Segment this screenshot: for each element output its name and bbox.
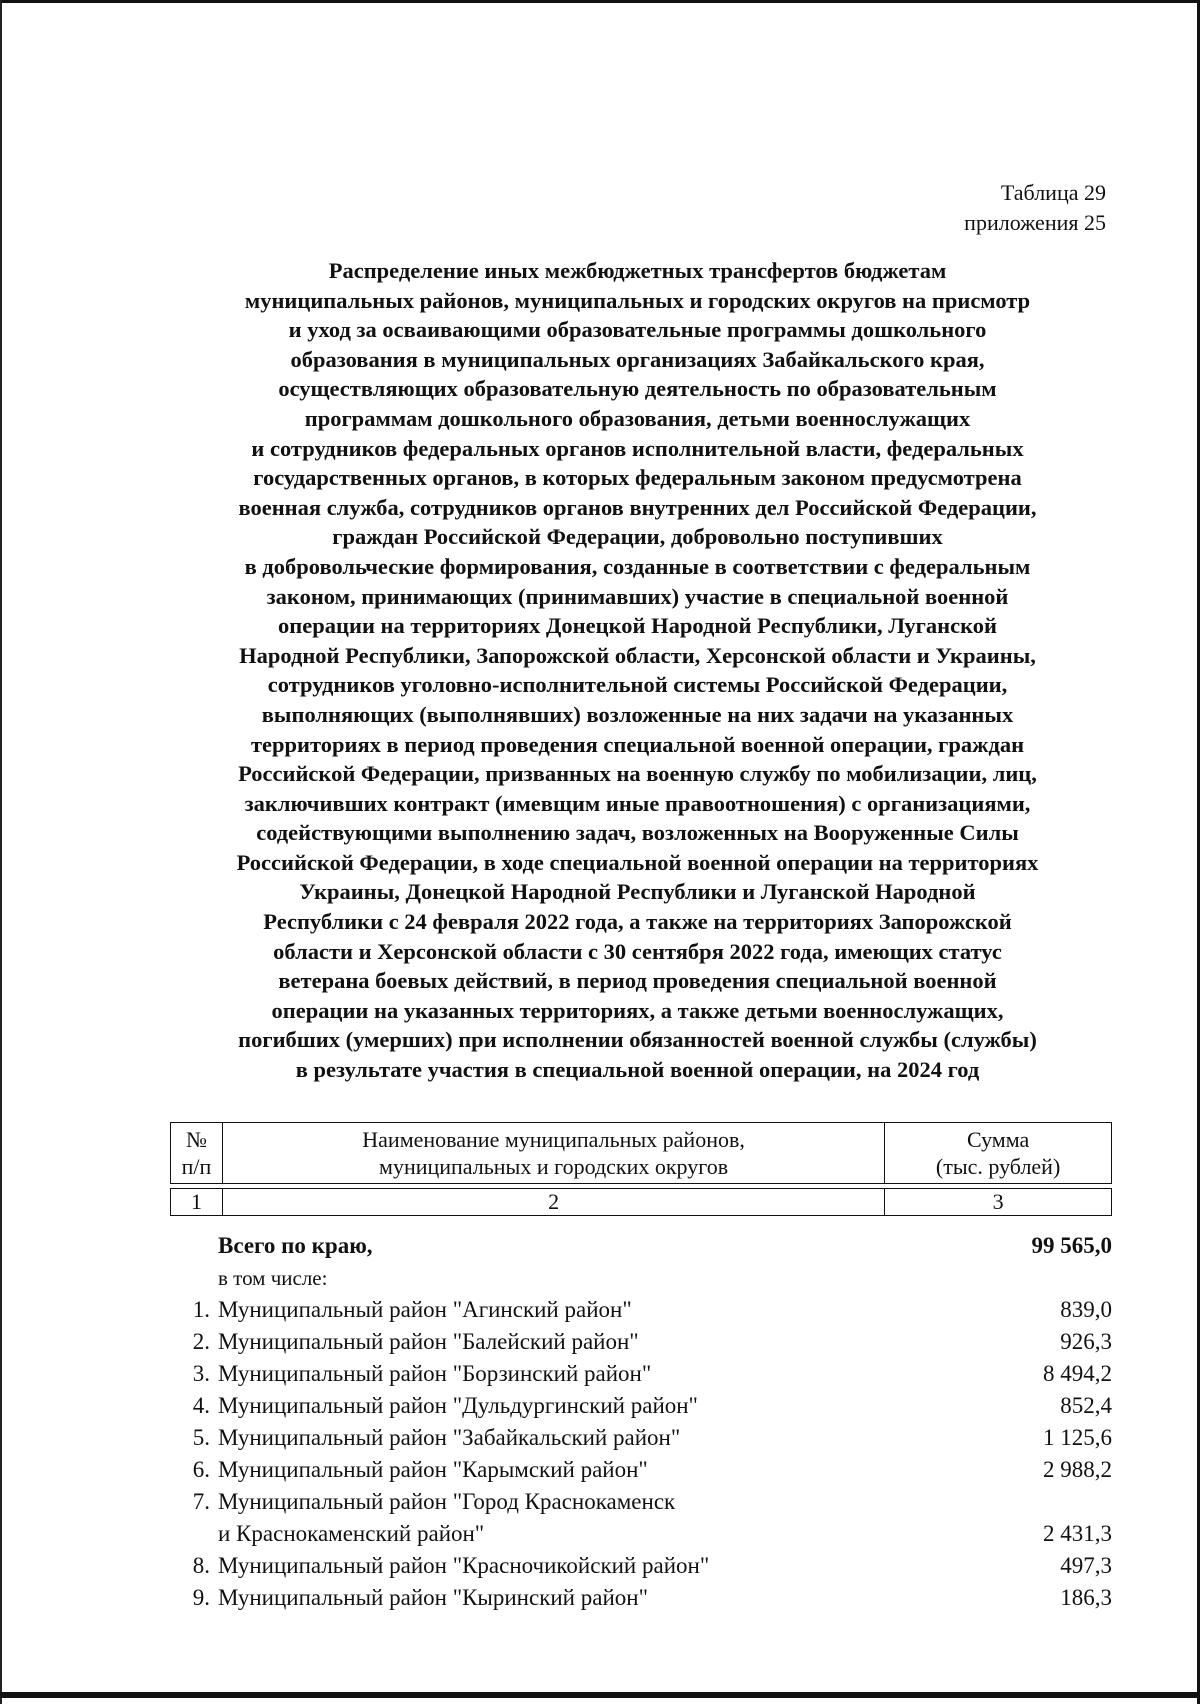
header-cell-number bbox=[171, 1123, 223, 1184]
title-line: территориях в период проведения специальной военной операции, граждан bbox=[250, 731, 1025, 757]
row-sum: 2 431,3 bbox=[1043, 1521, 1112, 1546]
table-body bbox=[170, 1230, 1112, 1614]
title-line: операции на территориях Донецкой Народной Республики, Луганской bbox=[278, 613, 997, 639]
row-sum: 497,3 bbox=[1060, 1553, 1112, 1578]
title-line: ветерана боевых действий, в период проведения специальной военной bbox=[278, 968, 997, 994]
column-number-2: 2 bbox=[222, 1189, 884, 1216]
title-line: Украины, Донецкой Народной Республики и Луганской Народной bbox=[299, 879, 976, 905]
row-sum: 2 988,2 bbox=[1043, 1457, 1112, 1482]
table-row bbox=[170, 1422, 1112, 1454]
scan-border-bottom bbox=[0, 1692, 1200, 1698]
title-line: Республики с 24 февраля 2022 года, а также на территориях Запорожской bbox=[263, 909, 1012, 935]
row-sum: 926,3 bbox=[1060, 1329, 1112, 1354]
row-name: Муниципальный район "Дульдургинский район" bbox=[218, 1393, 698, 1418]
title-line: образования в муниципальных организациях Забайкальского края, bbox=[290, 346, 985, 372]
table-row bbox=[170, 1358, 1112, 1390]
title-line: Распределение иных межбюджетных трансфертов бюджетам bbox=[328, 258, 947, 283]
row-number: 3. bbox=[192, 1361, 210, 1386]
total-row bbox=[170, 1230, 1112, 1262]
title-line: и сотрудников федеральных органов исполнительной власти, федеральных bbox=[251, 435, 1024, 461]
including-row bbox=[170, 1262, 1112, 1294]
row-number: 8. bbox=[192, 1553, 210, 1578]
title-line: сотрудников уголовно-исполнительной системы Российской Федерации, bbox=[267, 672, 1008, 698]
row-number: 2. bbox=[192, 1329, 210, 1354]
scan-border-top bbox=[0, 0, 1200, 3]
title-line: в результате участия в специальной военной операции, на 2024 год bbox=[295, 1057, 980, 1083]
row-name: Муниципальный район "Борзинский район" bbox=[218, 1361, 652, 1386]
row-name: Муниципальный район "Агинский район" bbox=[218, 1297, 632, 1322]
title-line: программам дошкольного образования, детьми военнослужащих bbox=[304, 405, 971, 431]
column-number-3: 3 bbox=[885, 1189, 1112, 1216]
row-number: 4. bbox=[192, 1393, 210, 1418]
row-name: Муниципальный район "Карымский район" bbox=[218, 1457, 648, 1482]
row-number: 7. bbox=[192, 1489, 210, 1514]
title-line: осуществляющих образовательную деятельность по образовательным bbox=[278, 376, 997, 402]
table-row bbox=[170, 1582, 1112, 1614]
row-sum: 1 125,6 bbox=[1043, 1425, 1112, 1450]
table-row bbox=[170, 1486, 1112, 1550]
column-number-row bbox=[171, 1189, 1112, 1216]
title-line: в добровольческие формирования, созданные в соответствии с федеральным bbox=[244, 553, 1031, 579]
row-number: 9. bbox=[192, 1585, 210, 1610]
header-row bbox=[171, 1123, 1112, 1184]
document-title bbox=[160, 256, 1115, 1085]
title-line: и уход за осваивающими образовательные программы дошкольного bbox=[288, 317, 987, 343]
header-number-line2: п/п bbox=[181, 1154, 212, 1179]
table-row bbox=[170, 1454, 1112, 1486]
row-name: Муниципальный район "Красночикойский район" bbox=[218, 1553, 710, 1578]
scan-border-left bbox=[0, 0, 2, 1704]
title-line: погибших (умерших) при исполнении обязанностей военной службы (службы) bbox=[238, 1027, 1037, 1053]
column-number-1: 1 bbox=[171, 1189, 223, 1216]
header-cell-name bbox=[222, 1123, 884, 1184]
row-name: Муниципальный район "Город Краснокаменск и Краснокаменский район" bbox=[218, 1486, 912, 1550]
table-row bbox=[170, 1326, 1112, 1358]
row-sum: 186,3 bbox=[1060, 1585, 1112, 1610]
row-name-continuation: и Краснокаменский район" bbox=[218, 1521, 485, 1546]
row-sum: 8 494,2 bbox=[1043, 1361, 1112, 1386]
title-line: военная служба, сотрудников органов внутренних дел Российской Федерации, bbox=[238, 494, 1037, 520]
header-name-line1: Наименование муниципальных районов, bbox=[362, 1127, 745, 1152]
title-line: муниципальных районов, муниципальных и городских округов на присмотр bbox=[244, 287, 1031, 313]
table-row bbox=[170, 1550, 1112, 1582]
title-line: операции на указанных территориях, а также детьми военнослужащих, bbox=[271, 997, 1004, 1023]
table-row bbox=[170, 1390, 1112, 1422]
title-line: Российской Федерации, в ходе специальной военной операции на территориях bbox=[236, 849, 1039, 875]
row-name: Муниципальный район "Кыринский район" bbox=[218, 1585, 648, 1610]
title-line: Российской Федерации, призванных на военную службу по мобилизации, лиц, bbox=[238, 761, 1037, 787]
title-line: государственных органов, в которых федеральным законом предусмотрена bbox=[253, 465, 1022, 491]
total-label: Всего по краю, bbox=[218, 1233, 373, 1258]
row-sum: 852,4 bbox=[1060, 1393, 1112, 1418]
header-cell-sum bbox=[885, 1123, 1112, 1184]
header-name-line2: муниципальных и городских округов bbox=[379, 1154, 729, 1179]
title-line: Народной Республики, Запорожской области, Херсонской области и Украины, bbox=[239, 642, 1036, 668]
row-sum: 839,0 bbox=[1060, 1297, 1112, 1322]
row-number: 6. bbox=[192, 1457, 210, 1482]
row-number: 5. bbox=[192, 1425, 210, 1450]
table-reference-line1: Таблица 29 bbox=[1000, 180, 1106, 205]
header-table bbox=[170, 1122, 1112, 1216]
row-name: Муниципальный район "Балейский район" bbox=[218, 1329, 639, 1354]
title-line: заключивших контракт (имевщим иные правоотношения) с организациями, bbox=[244, 790, 1031, 816]
title-line: выполняющих (выполнявших) возложенные на них задачи на указанных bbox=[261, 701, 1014, 727]
including-label: в том числе: bbox=[218, 1266, 328, 1290]
header-sum-line2: (тыс. рублей) bbox=[935, 1154, 1061, 1179]
title-line: содействующими выполнению задач, возложенных на Вооруженные Силы bbox=[256, 820, 1019, 846]
table-reference-line2: приложения 25 bbox=[964, 210, 1106, 235]
total-number bbox=[170, 1230, 218, 1262]
table-reference bbox=[964, 178, 1106, 238]
table-row bbox=[170, 1294, 1112, 1326]
header-sum-line1: Сумма bbox=[966, 1127, 1030, 1152]
title-line: законом, принимающих (принимавших) участие в специальной военной bbox=[266, 583, 1009, 609]
title-line: граждан Российской Федерации, добровольно поступивших bbox=[332, 524, 943, 550]
header-number-line1: № bbox=[185, 1127, 207, 1152]
total-sum: 99 565,0 bbox=[1031, 1233, 1112, 1258]
row-name: Муниципальный район "Забайкальский район" bbox=[218, 1425, 681, 1450]
title-line: области и Херсонской области с 30 сентября 2022 года, имеющих статус bbox=[273, 938, 1002, 964]
row-number: 1. bbox=[192, 1297, 210, 1322]
